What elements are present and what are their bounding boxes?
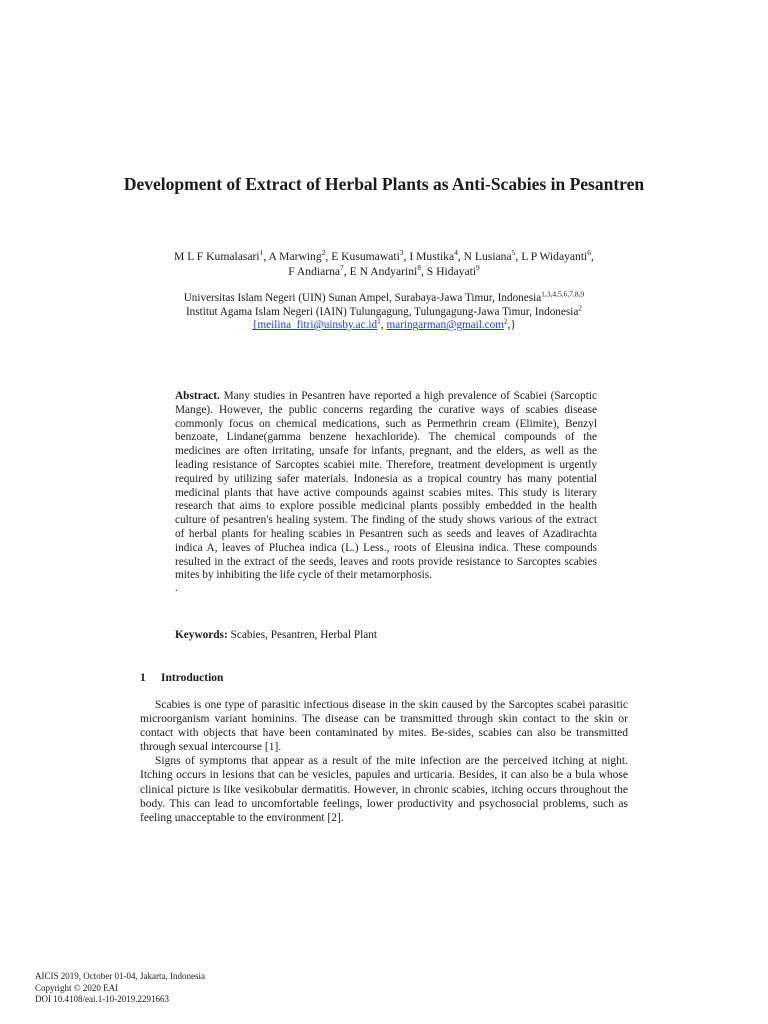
email-line: {$meilina\_fitri@uinsby.ac.id^1$, maringarman@gmail.com$^2$,} (252, 316, 516, 331)
affiliation: Universitas Islam Negeri (UIN) Sunan Ampel, Surabaya-Jawa Timur, Indonesia$^{1,3,4,5,6,7,8,9}$ (183, 289, 585, 304)
affiliation: Institut Agama Islam Negeri (IAIN) Tulungagung, Tulungagung-Jawa Timur, Indonesia$^2$ (185, 302, 583, 318)
author: A Marwing$^2$ (268, 248, 326, 263)
abstract-label: Abstract. (175, 390, 220, 402)
abstract-trailing: . (175, 582, 178, 595)
footer-doi: DOI 10.4108/eai.1-10-2019.2291663 (35, 994, 169, 1004)
footer-conference: AICIS 2019, October 01-04, Jakarta, Indonesia (35, 971, 205, 981)
section-body (140, 698, 628, 825)
email-brace-close: ,} (507, 319, 516, 331)
author: L P Widayanti$^6$ (521, 248, 592, 263)
paragraph: Scabies is one type of parasitic infectious disease in the skin caused by the Sarcoptes scabei parasitic microorganism variant hominins. The disease can be transmitted through skin contact to the skin or contact with objects that have been contaminated by mites. Be-sides, scabies can also be transmitted through sexual intercourse [1]. (140, 699, 628, 754)
paragraph: Signs of symptoms that appear as a result of the mite infection are the perceived itching at night. Itching occurs in lesions that can be vesicles, papules and urticaria. Besides, it can also be a bula whose clinical picture is like vesikobular dermatitis. However, in chronic scabies, itching occurs throughout the body. This can lead to uncomfortable feelings, lower productivity and psychosocial problems, such as feeling unacceptable to the environment [2]. (140, 755, 628, 824)
author: I Mustika$^4$ (409, 248, 458, 263)
email-link[interactable]: meilina_fitri@uinsby.ac.id (257, 319, 378, 331)
paper-title: Development of Extract of Herbal Plants as Anti-Scabies in Pesantren (123, 174, 645, 194)
email-brace-open: { (252, 319, 258, 331)
abstract (175, 390, 597, 593)
author: F Andiarna$^7$ (288, 263, 344, 278)
author: E N Andyarini$^8$ (349, 263, 421, 278)
footer-copyright: Copyright © 2020 EAI (35, 982, 119, 993)
affiliations (120, 289, 648, 333)
keywords (175, 628, 597, 642)
author: S Hidayati$^9$ (426, 263, 480, 278)
author: E Kusumawati$^3$ (331, 248, 404, 263)
author-list: M L F Kumalasari$^1$, A Marwing$^2$, E Kusumawati$^3$, I Mustika$^4$, N Lusiana$^5$, L P Widayanti$^6$, F Andiarna$^7$, E N Andyarini$^8$, S Hidayati$^9$ (174, 248, 594, 278)
email-link[interactable]: maringarman@gmail.com (386, 319, 504, 331)
section-number: 1 (140, 672, 146, 684)
abstract-text: Many studies in Pesantren have reported a high prevalence of Scabiei (Sarcoptic Mange). However, the public concerns regarding the curative ways of scabies disease commonly focus on chemical medications, such as Permethrin cream (Elimite), Benzyl benzoate, Lindane(gamma benzene hexachloride). The chemical compounds of the medicines are often irritating, unsafe for infants, pregnant, and the elders, as well as the leading resistance of Sarcoptes scabiei mite. Therefore, treatment development is urgently required by utilizing safer materials. Indonesia as a tropical country has many potential medicinal plants that have active compounds against scabies mites. This study is literary research that aims to explore possible medicinal plants possibly embedded in the health culture of pesantren's healing system. The finding of the study shows various of the extract of herbal plants for healing scabies in Pesantren such as seeds and leaves of Azadirachta indica A, leaves of Pluchea indica (L.) Less., roots of Eleusina indica. These compounds resulted in the extract of the seeds, leaves and roots provide resistance to Sarcoptes scabies mites by inhibiting the life cycle of their metamorphosis. (175, 390, 597, 582)
page-footer (35, 971, 435, 1006)
section-heading (140, 671, 620, 685)
keywords-label: Keywords: (175, 629, 228, 641)
author: M L F Kumalasari$^1$ (174, 248, 264, 263)
keywords-text: Scabies, Pesantren, Herbal Plant (230, 629, 378, 641)
author: N Lusiana$^5$ (463, 248, 516, 263)
section-title: Introduction (161, 672, 224, 684)
